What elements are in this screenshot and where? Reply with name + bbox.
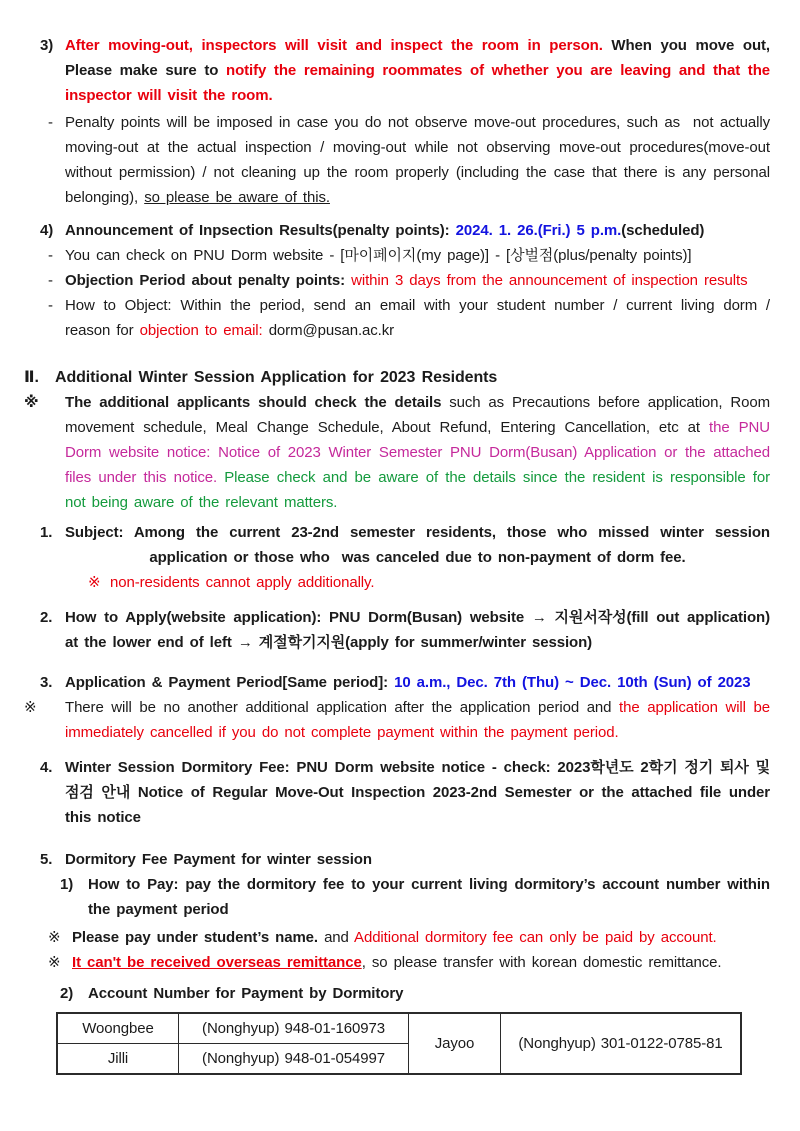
- dorm-name-cell: Woongbee: [57, 1013, 179, 1044]
- objection-deadline: within 3 days from the announcement of inspection results: [351, 272, 748, 289]
- item-3b-payment-period: [0, 670, 770, 695]
- sub-item-2-account-number: [0, 981, 770, 1006]
- note-no-additional-application: [0, 695, 770, 745]
- pay-name-bold: Please pay under student’s name.: [72, 929, 318, 946]
- note-body: such as Precautions before application, Room movement schedule, Meal Change Schedule, About Refund, Entering Cancellation, etc at: [65, 394, 770, 436]
- asterisk-marker: ※: [48, 954, 61, 971]
- note-additional-applicants: [0, 390, 770, 515]
- overseas-warning: It can't be received overseas remittance: [72, 954, 362, 971]
- dash-marker: -: [48, 272, 53, 289]
- note-body: There will be no another additional application after the application period and: [65, 699, 620, 716]
- objection-period-text: [65, 268, 770, 293]
- penalty-body: Penalty points will be imposed in case you do not observe move-out procedures, such as not actually moving-out at the actual inspection / moving-out while not observing move-out procedures(move-out without permission) / not cleaning up the room properly (including the case that there is any personal belonging),: [65, 114, 770, 206]
- account-number-cell: (Nonghyup) 948-01-054997: [179, 1044, 409, 1075]
- asterisk-marker: ※: [24, 699, 37, 716]
- table-row: [57, 1013, 741, 1044]
- red-emphasis: After moving-out, inspectors will visit and inspect the room in person.: [65, 37, 603, 54]
- item-2-text: How to Apply(website application): PNU Dorm(Busan) website → 지원서작성(fill out application) at the lower end of left → 계절학기지원(apply for summer/winter session): [65, 609, 770, 651]
- sub-item-1-how-to-pay: [0, 872, 770, 922]
- red-emphasis: notify the remaining roommates of whether you are leaving and that the inspector will visit the room.: [65, 62, 770, 104]
- non-residents-text: non-residents cannot apply additionally.: [110, 574, 375, 591]
- note-pay-under-name: [0, 925, 770, 950]
- section-2-title: Additional Winter Session Application for 2023 Residents: [55, 369, 498, 386]
- asterisk-marker: ※: [24, 394, 39, 411]
- account-table: [56, 1012, 742, 1075]
- item-4b-dormitory-fee: [0, 755, 770, 830]
- item-4-marker: 4): [40, 222, 54, 239]
- bullet-check-website: [0, 243, 770, 268]
- underlined-warning: so please be aware of this.: [144, 189, 330, 206]
- bullet-penalty-points: [0, 110, 770, 210]
- account-number-cell: (Nonghyup) 301-0122-0785-81: [501, 1013, 742, 1074]
- black-emphasis: When you move out, Please make sure to: [65, 37, 770, 79]
- item-2-marker: 2.: [40, 609, 53, 626]
- sub-item-1-marker: 1): [60, 876, 74, 893]
- objection-email-label: objection to email:: [139, 322, 269, 339]
- asterisk-marker: ※: [48, 929, 61, 946]
- payment-period-dates: 10 a.m., Dec. 7th (Thu) ~ Dec. 10th (Sun) of 2023: [394, 674, 751, 691]
- note-green-caution: Please check and be aware of the details since the resident is responsible for not being aware of the relevant matters.: [65, 469, 771, 511]
- item-1-subject: [0, 520, 770, 570]
- payment-period-label: Application & Payment Period[Same period]:: [65, 674, 395, 691]
- how-to-object-body: How to Object: Within the period, send an email with your student number / current living dorm / reason for: [65, 297, 770, 339]
- objection-label: Objection Period about penalty points:: [65, 272, 352, 289]
- bullet-objection-period: [0, 268, 770, 293]
- item-5-title: Dormitory Fee Payment for winter session: [65, 851, 372, 868]
- check-website-text: You can check on PNU Dorm website - [마이페이지(my page)] - [상벌점(plus/penalty points)]: [65, 247, 692, 264]
- announcement-date: 2024. 1. 26.(Fri.) 5 p.m.: [455, 222, 622, 239]
- pay-under-name-text: [72, 925, 770, 950]
- item-3-marker: 3): [40, 37, 54, 54]
- note-overseas-remittance: [0, 950, 770, 975]
- account-only-warning: Additional dormitory fee can only be paid by account.: [354, 929, 717, 946]
- item-2-how-to-apply: [0, 605, 770, 655]
- item-4b-text: Winter Session Dormitory Fee: PNU Dorm website notice - check: 2023학년도 2학기 정기 퇴사 및 점검 안내 Notice of Regular Move-Out Inspection 2023-2nd Semester or the attached file under this notice: [65, 759, 770, 826]
- item-3b-marker: 3.: [40, 674, 53, 691]
- section-2-heading: [0, 365, 770, 390]
- note-bold-lead: The additional applicants should check the details: [65, 394, 450, 411]
- item-3-text: [65, 33, 770, 108]
- how-to-object-text: [65, 293, 770, 343]
- asterisk-marker: ※: [88, 574, 101, 591]
- dorm-name-cell: Jayoo: [409, 1013, 501, 1074]
- objection-email-address: dorm@pusan.ac.kr: [268, 322, 395, 339]
- note-magenta-link-text: the PNU Dorm website notice: Notice of 2023 Winter Semester PNU Dorm(Busan) Application or the attached files under this notice.: [65, 419, 770, 486]
- dash-marker: -: [48, 297, 53, 314]
- item-5-marker: 5.: [40, 851, 53, 868]
- how-to-pay-text: How to Pay: pay the dormitory fee to your current living dormitory’s account number within the payment period: [88, 876, 770, 918]
- cancellation-warning: the application will be immediately cancelled if you do not complete payment within the payment period.: [65, 699, 770, 741]
- dash-marker: -: [48, 247, 53, 264]
- item-3b-text: [65, 670, 770, 695]
- subject-line-2: application or those who was canceled due to non-payment of dorm fee.: [149, 549, 686, 566]
- dash-marker: -: [48, 114, 53, 131]
- overseas-remittance-text: [72, 950, 770, 975]
- announcement-label: Announcement of Inpsection Results(penalty points):: [65, 222, 456, 239]
- item-4-announcement: [0, 218, 770, 243]
- item-5-fee-payment: [0, 847, 770, 872]
- note-additional-text: [65, 390, 770, 515]
- remittance-rest: , so please transfer with korean domestic remittance.: [361, 954, 722, 971]
- bullet-how-to-object: [0, 293, 770, 343]
- item-4-text: [65, 218, 770, 243]
- item-3-moveout-inspection: [0, 33, 770, 108]
- subject-line-1: Subject: Among the current 23-2nd semester residents, those who missed winter session: [65, 524, 770, 541]
- item-1-marker: 1.: [40, 524, 53, 541]
- sub-item-2-marker: 2): [60, 985, 74, 1002]
- note-no-additional-text: [65, 695, 770, 745]
- note-non-residents: [0, 570, 770, 595]
- account-number-cell: (Nonghyup) 948-01-160973: [179, 1013, 409, 1044]
- item-4b-marker: 4.: [40, 759, 53, 776]
- dorm-name-cell: Jilli: [57, 1044, 179, 1075]
- section-2-marker: Ⅱ.: [24, 369, 39, 386]
- account-number-title: Account Number for Payment by Dormitory: [88, 985, 404, 1002]
- announcement-suffix: (scheduled): [621, 222, 705, 239]
- item-1-text: [65, 520, 770, 570]
- penalty-text: [65, 110, 770, 210]
- pay-name-mid: and: [318, 929, 355, 946]
